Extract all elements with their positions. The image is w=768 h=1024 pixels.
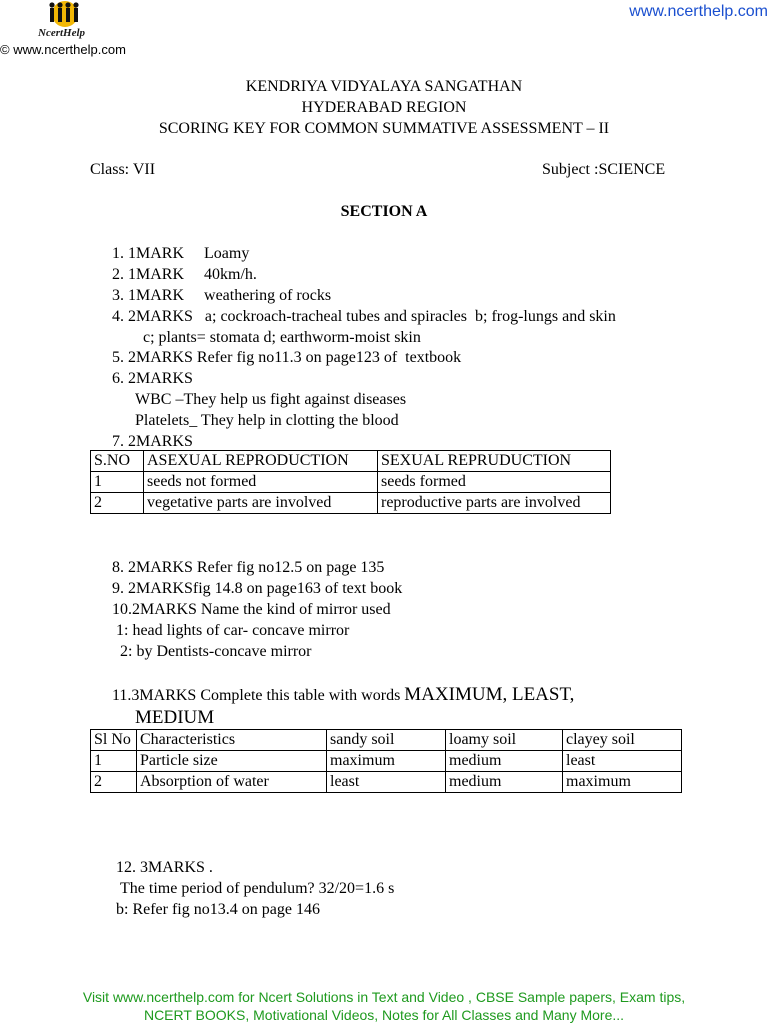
table-cell: medium bbox=[446, 751, 563, 772]
header-website-link[interactable]: www.ncerthelp.com bbox=[629, 3, 768, 20]
footer-line-2[interactable]: NCERT BOOKS, Motivational Videos, Notes for All Classes and Many More... bbox=[143, 1007, 625, 1023]
footer-promo bbox=[0, 988, 768, 1024]
soil-table bbox=[90, 729, 682, 793]
answer-9: 9. 2MARKSfig 14.8 on page163 of text book bbox=[112, 580, 403, 597]
table-header-cell: SEXUAL REPRUDUCTION bbox=[378, 451, 611, 472]
table-row bbox=[91, 472, 611, 493]
table-header-cell: ASEXUAL REPRODUCTION bbox=[144, 451, 378, 472]
answer-12-line-1: The time period of pendulum? 32/20=1.6 s bbox=[120, 880, 395, 897]
answer-11: 11.3MARKS Complete this table with words MAXIMUM, LEAST, bbox=[112, 684, 575, 705]
logo-figures-icon bbox=[30, 0, 100, 30]
copyright-text: © www.ncerthelp.com bbox=[0, 42, 126, 57]
table-cell: 2 bbox=[91, 493, 144, 514]
answer-12-line-2: b: Refer fig no13.4 on page 146 bbox=[116, 901, 320, 918]
table-header-cell: loamy soil bbox=[446, 730, 563, 751]
answer-6-platelets: Platelets_ They help in clotting the blood bbox=[135, 412, 399, 429]
reproduction-table bbox=[90, 450, 611, 514]
table-cell: medium bbox=[446, 772, 563, 793]
table-cell: 1 bbox=[91, 751, 137, 772]
answer-6-wbc: WBC –They help us fight against diseases bbox=[135, 391, 407, 408]
answer-10: 10.2MARKS Name the kind of mirror used bbox=[112, 601, 391, 618]
table-header-cell: Sl No bbox=[91, 730, 137, 751]
answer-11-continued: MEDIUM bbox=[135, 707, 215, 728]
table-cell: maximum bbox=[563, 772, 682, 793]
table-cell: vegetative parts are involved bbox=[144, 493, 378, 514]
table-row bbox=[91, 751, 682, 772]
table-header-row bbox=[91, 451, 611, 472]
table-row bbox=[91, 772, 682, 793]
title-region: HYDERABAD REGION bbox=[301, 99, 467, 116]
table-header-cell: S.NO bbox=[91, 451, 144, 472]
logo-text: NcertHelp bbox=[38, 27, 86, 39]
answer-3: 3. 1MARK weathering of rocks bbox=[112, 287, 332, 304]
table-cell: seeds formed bbox=[378, 472, 611, 493]
answer-2: 2. 1MARK 40km/h. bbox=[112, 266, 257, 283]
table-cell: Absorption of water bbox=[137, 772, 327, 793]
answer-1: 1. 1MARK Loamy bbox=[112, 245, 250, 262]
answer-7: 7. 2MARKS bbox=[112, 433, 193, 450]
class-label: Class: VII bbox=[90, 161, 156, 178]
answer-10-item-2: 2: by Dentists-concave mirror bbox=[120, 643, 312, 660]
table-cell: maximum bbox=[327, 751, 446, 772]
answer-4-continued: c; plants= stomata d; earthworm-moist skin bbox=[143, 329, 421, 346]
answer-6: 6. 2MARKS bbox=[112, 370, 193, 387]
table-header-cell: sandy soil bbox=[327, 730, 446, 751]
table-row bbox=[91, 493, 611, 514]
title-scoring-key: SCORING KEY FOR COMMON SUMMATIVE ASSESSMENT – II bbox=[158, 120, 610, 137]
section-heading: SECTION A bbox=[340, 203, 428, 220]
table-cell: least bbox=[327, 772, 446, 793]
table-cell: 1 bbox=[91, 472, 144, 493]
table-header-row bbox=[91, 730, 682, 751]
answer-5: 5. 2MARKS Refer fig no11.3 on page123 of textbook bbox=[112, 349, 462, 366]
table-header-cell: clayey soil bbox=[563, 730, 682, 751]
table-cell: reproductive parts are involved bbox=[378, 493, 611, 514]
answer-8: 8. 2MARKS Refer fig no12.5 on page 135 bbox=[112, 559, 385, 576]
table-cell: Particle size bbox=[137, 751, 327, 772]
table-cell: least bbox=[563, 751, 682, 772]
answer-10-item-1: 1: head lights of car- concave mirror bbox=[116, 622, 350, 639]
answer-12: 12. 3MARKS . bbox=[116, 859, 213, 876]
footer-line-1[interactable]: Visit www.ncerthelp.com for Ncert Solutions in Text and Video , CBSE Sample papers, Exam tips, bbox=[82, 989, 686, 1005]
title-organization: KENDRIYA VIDYALAYA SANGATHAN bbox=[245, 78, 523, 95]
table-cell: seeds not formed bbox=[144, 472, 378, 493]
table-header-cell: Characteristics bbox=[137, 730, 327, 751]
table-cell: 2 bbox=[91, 772, 137, 793]
answer-4: 4. 2MARKS a; cockroach-tracheal tubes and spiracles b; frog-lungs and skin bbox=[112, 308, 616, 325]
subject-label: Subject :SCIENCE bbox=[542, 161, 666, 178]
